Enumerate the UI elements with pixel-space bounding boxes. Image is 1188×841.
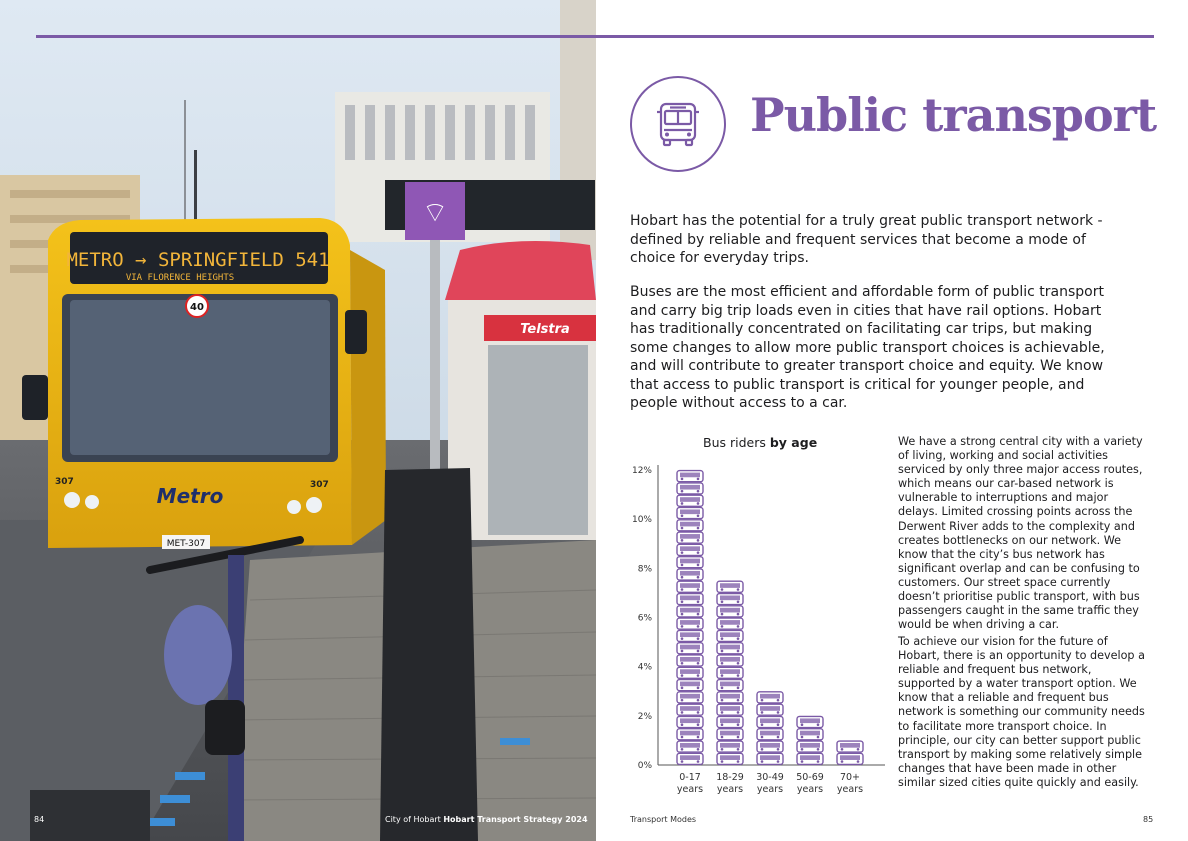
x-tick-label: 18-29 [716,772,744,783]
x-tick-sublabel: years [676,784,704,795]
x-tick-sublabel: years [756,784,784,795]
bus-plate: MET-307 [166,539,206,549]
x-tick-sublabel: years [716,784,744,795]
y-tick-label: 4% [637,662,652,673]
x-tick-sublabel: years [796,784,824,795]
footer-title-prefix: City of Hobart [385,815,441,824]
top-rule [36,35,1154,38]
body-paragraph-2: To achieve our vision for the future of Hobart, there is an opportunity to develop a reliable and frequent bus network, supported by a water transport option. We know that a reliable and frequent bus network is something our community needs to facilitate more transport choice. In principle, our city can better support public transport by making some relatively simple changes that have been made in other similar sized cities quite quickly and easily. [898,635,1145,789]
telstra-sign: Telstra [520,322,570,337]
section-label: Transport Modes [630,815,697,824]
left-page-number: 84 [34,815,45,824]
bus-destination-sub: VIA FLORENCE HEIGHTS [125,273,235,283]
x-tick-label: 30-49 [756,772,784,783]
body-paragraph-1: We have a strong central city with a variety of living, working and social activities serviced by only three major access routes, which means our car-based network is vulnerable to interruptions and major delays. Limited crossing points across the Derwent River adds to the complexity and creates bottlenecks on our network. We know that the city’s bus network has significant overlap and can be confusing to customers. Our street space currently doesn’t prioritise public transport, with bus passengers caught in the same traffic they would be when driving a car. [898,435,1143,632]
chart-title-bold: by age [769,435,818,450]
chart-title [703,435,817,450]
bar-30-49 [757,692,783,765]
bus-icon [653,99,703,149]
bar-18-29 [717,581,743,764]
intro-paragraph-2: Buses are the most efficient and affordable form of public transport and carry big trip loads even in cities that have rail options. Hobart has traditionally concentrated on facilitating car trips, but making some changes to allow more public transport choices is achievable, and will contribute to greater transport choice and equity. We know that access to public transport is critical for younger people, and people without access to a car. [630,284,1105,411]
y-tick-label: 12% [631,466,652,476]
bus-icon-badge [630,76,726,172]
bus-number-left: 307 [55,477,74,487]
speed-limit-sign: 40 [190,302,204,313]
chart-title-prefix: Bus riders [703,435,766,450]
x-tick-label: 0-17 [679,772,701,783]
x-tick-sublabel: years [836,784,864,795]
y-tick-label: 0% [637,761,652,771]
svg-text:⌔: ⌔ [421,196,449,229]
y-tick-label: 2% [637,711,652,722]
bar-0-17 [677,471,703,765]
bus-riders-by-age-chart [620,455,895,800]
x-tick-label: 70+ [839,772,861,783]
left-footer-title [385,815,588,824]
page-title: Public transport [750,88,1157,142]
right-page-number: 85 [1143,815,1154,824]
y-tick-label: 8% [637,564,652,575]
y-tick-label: 6% [637,613,652,624]
bus-number-right: 307 [310,480,329,490]
bus-destination-display: METRO → SPRINGFIELD 541 [66,249,330,271]
bar-70+ [837,741,863,764]
intro-paragraph-1: Hobart has the potential for a truly great public transport network - defined by reliable and frequent services that become a mode of choice for everyday trips. [630,213,1103,266]
x-tick-label: 50-69 [796,772,824,783]
bar-50-69 [797,716,823,764]
footer-title-bold: Hobart Transport Strategy 2024 [443,815,588,824]
bus-brand-logo: Metro [156,484,224,508]
y-tick-label: 10% [631,515,652,526]
